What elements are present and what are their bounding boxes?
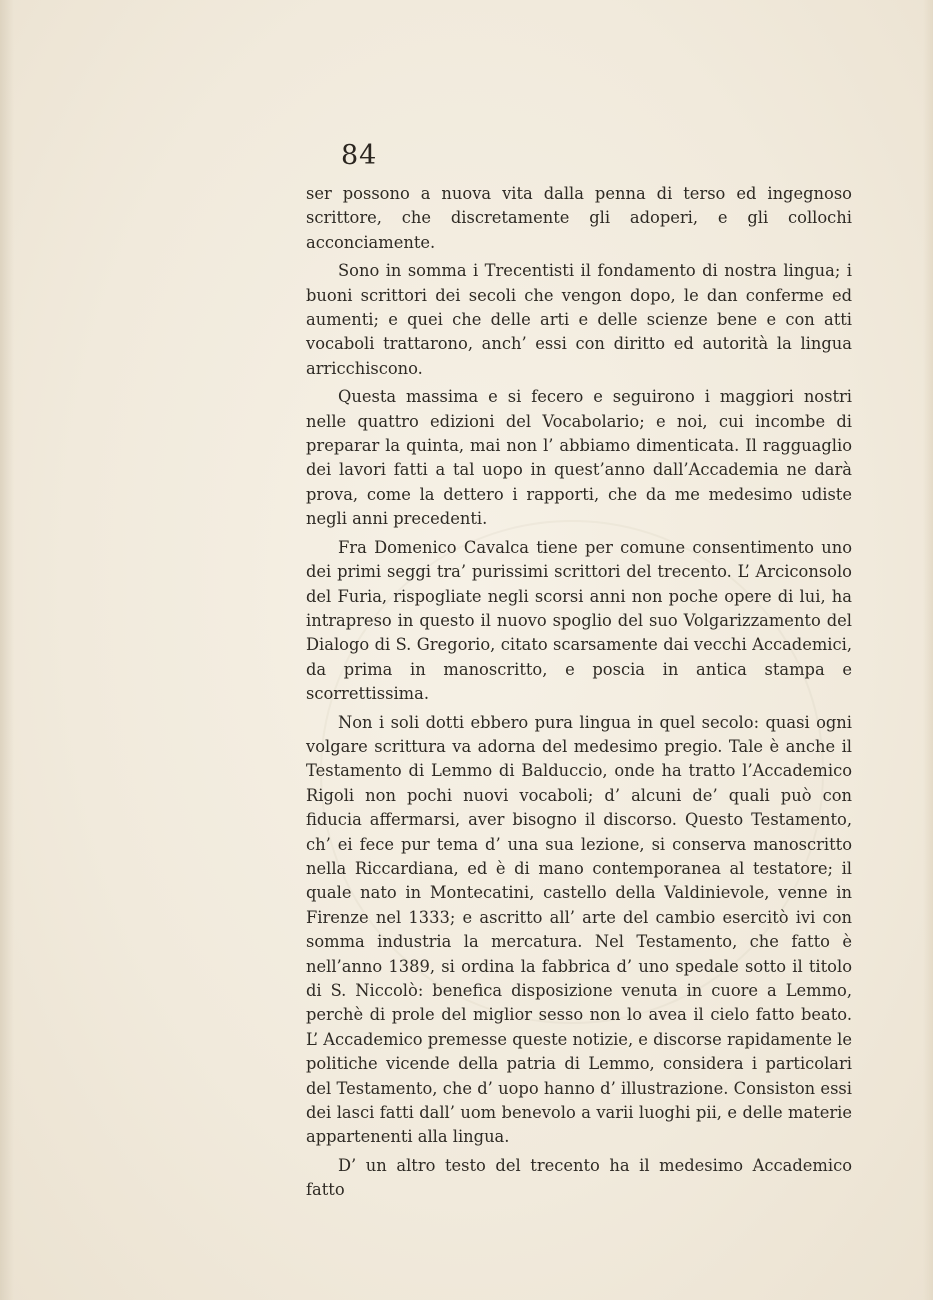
page-right-edge-shadow [923,0,933,1300]
page-left-edge-shadow [0,0,14,1300]
body-text [306,182,852,1207]
paragraph-trecentisti: Sono in somma i Trecentisti il fondamento di nostra lingua; i buoni scrittori dei secoli che vengon dopo, le dan conferme ed aumenti; e quei che delle arti e delle scienze bene e con atti vocaboli trattarono, anch’ essi con diritto ed autorità la lingua arricchiscono. [306,261,852,378]
page-number: 84 [341,140,378,171]
paragraph-cavalca: Fra Domenico Cavalca tiene per comune consentimento uno dei primi seggi tra’ purissimi scrittori del trecento. L’ Arciconsolo del Furia, rispogliate negli scorsi anni non poche opere di lui, ha intrapreso in questo il nuovo spoglio del suo Volgarizzamento del Dialogo di S. Gregorio, citato scarsamente dai vecchi Accademici, da prima in manoscritto, e poscia in antica stampa e scorrettissima. [306,537,852,704]
paragraph-continuation: ser possono a nuova vita dalla penna di terso ed ingegnoso scrittore, che discretamente gli adoperi, e gli collochi acconciamente. [306,184,852,252]
paragraph-altro-testo: D’ un altro testo del trecento ha il medesimo Accademico fatto [306,1155,852,1200]
paragraph-vocabolario: Questa massima e si fecero e seguirono i maggiori nostri nelle quattro edizioni del Vocabolario; e noi, cui incombe di preparar la quinta, mai non l’ abbiamo dimenticata. Il ragguaglio dei lavori fatti a tal uopo in quest’anno dall’Accademia ne darà prova, come la dettero i rapporti, che da me medesimo udiste negli anni precedenti. [306,387,852,529]
paragraph-testamento-lemmo: Non i soli dotti ebbero pura lingua in quel secolo: quasi ogni volgare scrittura va adorna del medesimo pregio. Tale è anche il Testamento di Lemmo di Balduccio, onde ha tratto l’Accademico Rigoli non pochi nuovi vocaboli; d’ alcuni de’ quali può con fiducia affermarsi, aver bisogno il discorso. Questo Testamento, ch’ ei fece pur tema d’ una sua lezione, si conserva manoscritto nella Riccardiana, ed è di mano contemporanea al testatore; il quale nato in Montecatini, castello della Valdinievole, venne in Firenze nel 1333; e ascritto all’ arte del cambio esercitò ivi con somma industria la mercatura. Nel Testamento, che fatto è nell’anno 1389, si ordina la fabbrica d’ uno spedale sotto il titolo di S. Niccolò: benefica disposizione venuta in cuore a Lemmo, perchè di prole del miglior sesso non lo avea il cielo fatto beato. L’ Accademico premesse queste notizie, e discorse rapidamente le politiche vicende della patria di Lemmo, considera i particolari del Testamento, che d’ uopo hanno d’ illustrazione. Consiston essi dei lasci fatti dall’ uom benevolo a varii luoghi pii, e delle materie appartenenti alla lingua. [306,712,852,1147]
